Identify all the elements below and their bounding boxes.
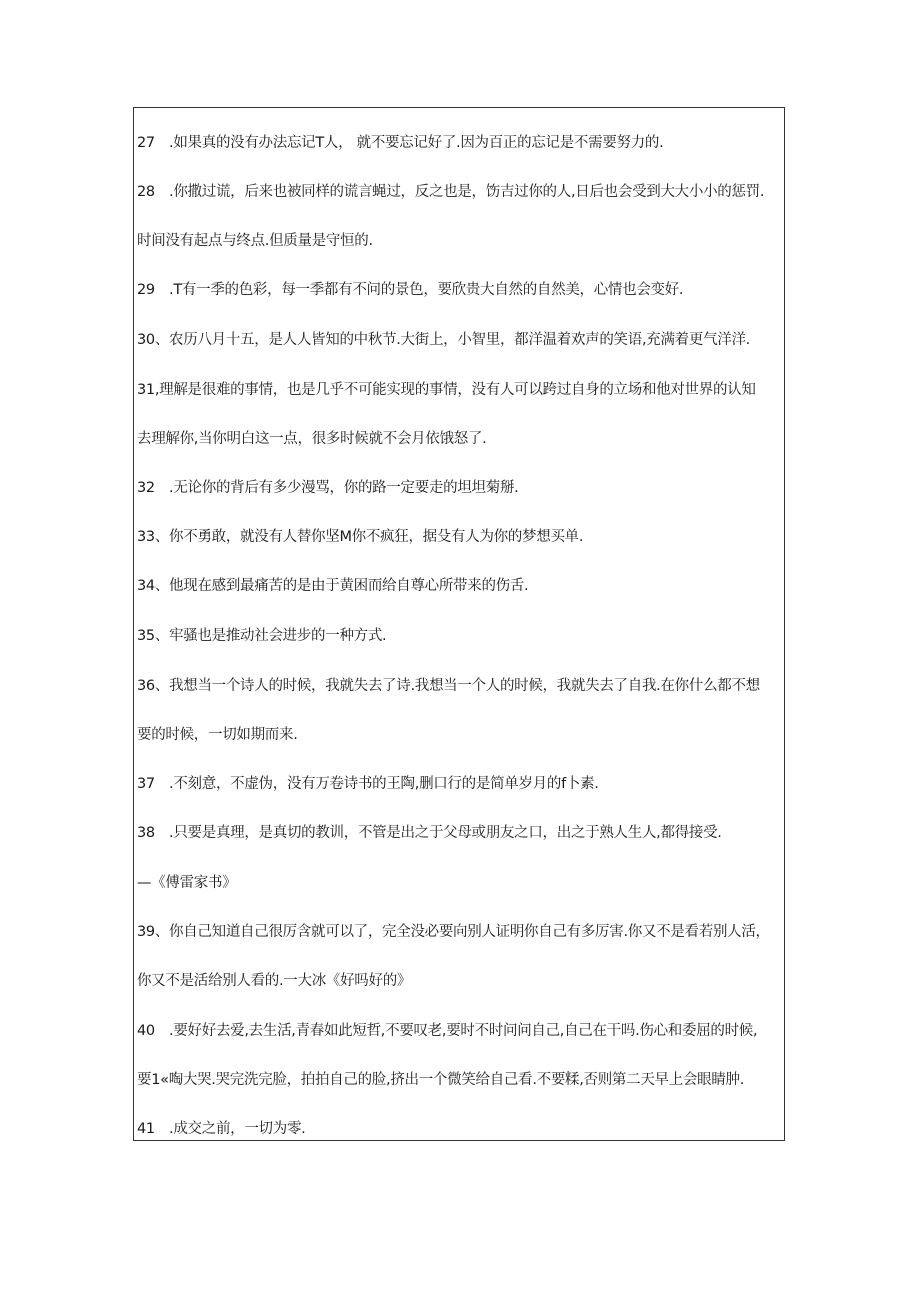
text-line: 31,理解是很难的事情，也是几乎不可能实现的事情，没有人可以跨过自身的立场和他对世界的认知	[137, 382, 756, 398]
text-line: 30、农历八月十五，是人人皆知的中秋节.大街上，小智里，都洋温着欢声的笑语,充满着更气洋洋.	[137, 332, 750, 348]
text-line: 39、你自己知道自己很厉含就可以了，完全没必要向别人证明你自己有多厉害.你又不是看若别人活，	[137, 924, 770, 940]
text-line: 34、他现在感到最痛苦的是由于黄困而给自尊心所带来的伤舌.	[137, 578, 529, 594]
text-line: 33、你不勇敢，就没有人替你坚M你不疯狂，据殳有人为你的梦想买单.	[137, 529, 584, 545]
text-line: 要1«啕大哭.哭完洗完脸，拍拍自己的脸,挤出一个微笑给自己看.不要糅,否则第二天早上会眼睛肿.	[137, 1072, 745, 1088]
text-line: 要的时候，一切如期而来.	[137, 727, 298, 743]
text-line: 去理解你,当你明白这一点，很多时候就不会月依饿怒了.	[137, 431, 487, 447]
text-line: —《傅雷家书》	[137, 875, 237, 891]
document-frame	[133, 107, 785, 1141]
text-line: 32 .无论你的背后有多少漫骂，你的路一定要走的坦坦菊掰.	[137, 480, 519, 496]
text-line: 28 .你撒过谎，后来也被同样的谎言蝇过，反之也是，饬吉过你的人,日后也会受到大大小小的惩罚.	[137, 184, 765, 200]
text-line: 41 .成交之前，一切为零.	[137, 1121, 306, 1137]
text-line: 29 .T有一季的色彩，每一季都有不问的景色，要欣贵大自然的自然美，心情也会变好.	[137, 282, 684, 298]
text-line: 40 .要好好去爱,去生活,青春如此短哲,不要叹老,要时不时问问自己,自己在干吗.伤心和委屈的时候,	[137, 1023, 758, 1039]
text-line: 27 .如果真的没有办法忘记T人， 就不要忘记好了.因为百正的忘记是不需要努力的.	[137, 135, 664, 151]
text-line: 38 .只要是真理，是真切的教训，不管是出之于父母或朋友之口，出之于熟人生人,都得接受.	[137, 825, 722, 841]
text-line: 36、我想当一个诗人的时候，我就失去了诗.我想当一个人的时候，我就失去了自我.在你什么都不想	[137, 678, 760, 694]
text-line: 你又不是活给别人看的.一大冰《好吗好的》	[137, 973, 412, 989]
text-line: 37 .不刻意，不虚伪，没有万卷诗书的王陶,删口行的是简单岁月的f卜素.	[137, 776, 599, 792]
text-line: 时间没有起点与终点.但质量是守恒的.	[137, 233, 373, 249]
text-line: 35、牢骚也是推动社会进步的一种方式.	[137, 628, 387, 644]
